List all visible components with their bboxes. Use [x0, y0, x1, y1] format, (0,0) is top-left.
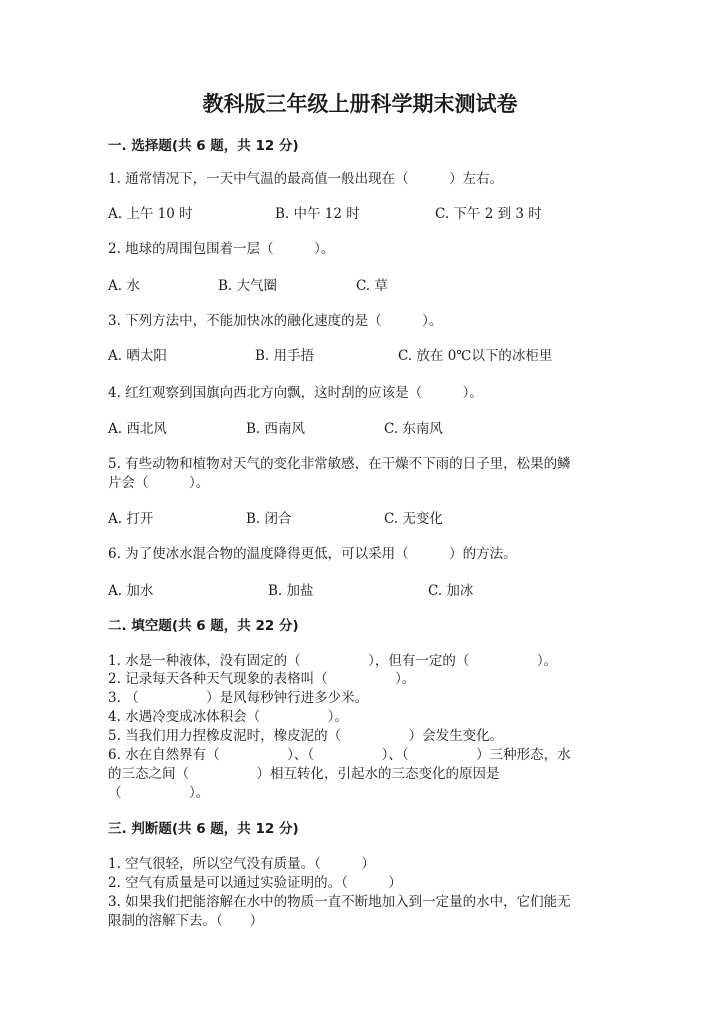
fill-line: 5. 当我们用力捏橡皮泥时，橡皮泥的（ ）会发生变化。 — [108, 728, 504, 744]
fill-line: 4. 水遇冷变成冰体积会（ ）。 — [108, 709, 348, 725]
fill-line: （ ）。 — [108, 785, 210, 801]
question-stem: 1. 通常情况下，一天中气温的最高值一般出现在（ ）左右。 — [108, 171, 504, 187]
option: B. 闭合 — [246, 511, 292, 527]
question-stem: 4. 红红观察到国旗向西北方向飘，这时刮的应该是（ ）。 — [108, 385, 483, 401]
fill-line: 的三态之间（ ）相互转化，引起水的三态变化的原因是 — [108, 766, 500, 782]
question-stem: 6. 为了使冰水混合物的温度降得更低，可以采用（ ）的方法。 — [108, 546, 517, 562]
question-stem: 5. 有些动物和植物对天气的变化非常敏感，在干燥不下雨的日子里，松果的鳞 — [108, 456, 571, 472]
judge-line: 1. 空气很轻，所以空气没有质量。（ ） — [108, 856, 375, 872]
option: B. 加盐 — [268, 583, 314, 599]
option: B. 大气圈 — [218, 278, 278, 294]
option: B. 中午 12 时 — [275, 206, 360, 222]
option: C. 放在 0℃以下的冰柜里 — [398, 348, 553, 364]
option: A. 上午 10 时 — [108, 206, 193, 222]
fill-line: 2. 记录每天各种天气现象的表格叫（ ）。 — [108, 671, 416, 687]
section-heading: 二. 填空题(共 6 题，共 22 分) — [108, 618, 299, 634]
option: A. 晒太阳 — [108, 348, 167, 364]
question-stem: 3. 下列方法中，不能加快冰的融化速度的是（ ）。 — [108, 313, 443, 329]
option: C. 无变化 — [384, 511, 443, 527]
question-stem: 2. 地球的周围包围着一层（ ）。 — [108, 241, 335, 257]
option: C. 东南风 — [384, 421, 443, 437]
option: B. 用手捂 — [255, 348, 315, 364]
question-stem-cont: 片会（ ）。 — [108, 475, 210, 491]
judge-line: 2. 空气有质量是可以通过实验证明的。（ ） — [108, 875, 402, 891]
option: C. 草 — [356, 278, 388, 294]
fill-line: 3. （ ）是风每秒钟行进多少米。 — [108, 690, 369, 706]
option: B. 西南风 — [246, 421, 306, 437]
option: A. 打开 — [108, 511, 154, 527]
fill-line: 6. 水在自然界有（ ）、（ ）、（ ）三种形态，水 — [108, 747, 571, 763]
page-title: 教科版三年级上册科学期末测试卷 — [202, 92, 518, 116]
judge-line: 3. 如果我们把能溶解在水中的物质一直不断地加入到一定量的水中，它们能无 — [108, 894, 571, 910]
option: C. 加冰 — [428, 583, 474, 599]
option: A. 水 — [108, 278, 140, 294]
option: C. 下午 2 到 3 时 — [435, 206, 542, 222]
fill-line: 1. 水是一种液体，没有固定的（ ），但有一定的（ ）。 — [108, 653, 558, 669]
option: A. 西北风 — [108, 421, 167, 437]
option: A. 加水 — [108, 583, 154, 599]
section-heading: 三. 判断题(共 6 题，共 12 分) — [108, 821, 299, 837]
judge-line: 限制的溶解下去。（ ） — [108, 913, 264, 929]
section-heading: 一. 选择题(共 6 题，共 12 分) — [108, 138, 299, 154]
